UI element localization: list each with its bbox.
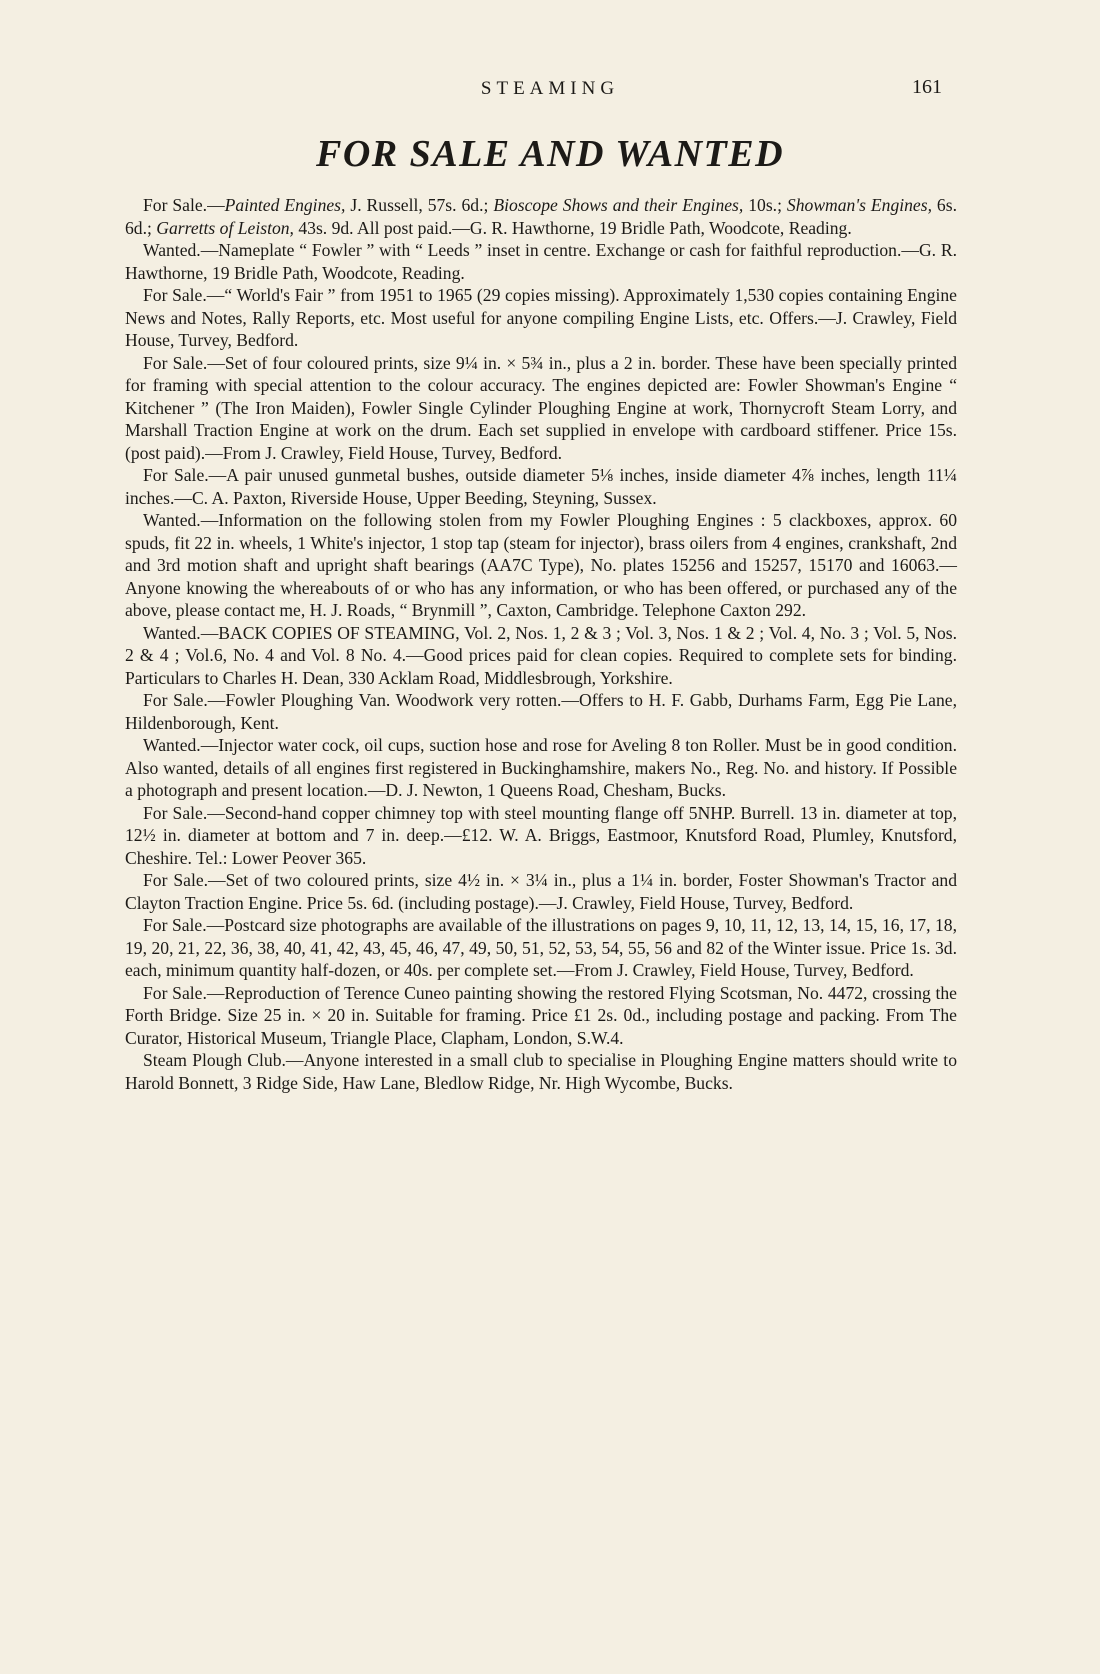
ad-text: Steam Plough Club.—Anyone interested in a small club to specialise in Ploughing Engine matters should write to Harold Bonnett, 3 Ridge Side, Haw Lane, Bledlow Ridge, Nr. High Wycombe, Bucks.	[125, 1050, 957, 1093]
ad-text: For Sale.—“ World's Fair ” from 1951 to 1965 (29 copies missing). Approximately 1,530 copies containing Engine News and Notes, Rally Reports, etc. Most useful for anyone compiling Engine Lists, etc. Offers.—J. Crawley, Field House, Turvey, Bedford.	[125, 285, 957, 350]
book-title: Showman's Engines,	[786, 195, 932, 215]
advertisement-paragraph	[125, 352, 957, 465]
section-title: FOR SALE AND WANTED	[315, 133, 785, 175]
advertisement-paragraph	[125, 914, 957, 982]
advertisement-paragraph	[125, 1049, 957, 1094]
advertisement-paragraph	[125, 982, 957, 1050]
advertisement-paragraph	[125, 284, 957, 352]
book-title: Painted Engines,	[224, 195, 346, 215]
advertisement-paragraph	[125, 622, 957, 690]
ad-text: For Sale.—Second-hand copper chimney top with steel mounting flange off 5NHP. Burrell. 13 in. diameter at top, 12½ in. diameter at bottom and 7 in. deep.—£12. W. A. Briggs, Eastmoor, Knutsford Road, Plumley, Knutsford, Cheshire. Tel.: Lower Peover 365.	[125, 802, 957, 868]
book-title: Bioscope Shows and their Engines,	[493, 195, 744, 215]
advertisement-paragraph	[125, 239, 957, 284]
ad-text: For Sale.—A pair unused gunmetal bushes, outside diameter 5⅛ inches, inside diameter 4⅞ inches, length 11¼ inches.—C. A. Paxton, Riverside House, Upper Beeding, Steyning, Sussex.	[125, 465, 957, 508]
advertisement-paragraph	[125, 464, 957, 509]
ad-text: 43s. 9d. All post paid.—G. R. Hawthorne, 19 Bridle Path, Woodcote, Reading.	[293, 217, 852, 238]
ad-text: Wanted.—Injector water cock, oil cups, suction hose and rose for Aveling 8 ton Roller. Must be in good condition. Also wanted, details of all engines first registered in Buckinghamshire, makers No., Reg. No. and history. If Possible a photograph and present location.—D. J. Newton, 1 Queens Road, Chesham, Bucks.	[125, 735, 957, 800]
ad-text: Wanted.—Information on the following stolen from my Fowler Ploughing Engines : 5 clackboxes, approx. 60 spuds, fit 22 in. wheels, 1 White's injector, 1 stop tap (steam for injector), brass oilers from 4 engines, crankshaft, 2nd and 3rd motion shaft and upright shaft bearings (AA7C Type), No. plates 15256 and 15257, 15170 and 16063.—Anyone knowing the whereabouts of or who has any information, or who has been offered, or purchased any of the above, please contact me, H. J. Roads, “ Brynmill ”, Caxton, Cambridge. Telephone Caxton 292.	[125, 510, 957, 620]
advertisements-body	[125, 194, 957, 1094]
page-number: 161	[912, 76, 942, 98]
advertisement-paragraph	[125, 802, 957, 870]
ad-text: J. Russell, 57s. 6d.;	[345, 195, 494, 215]
book-title: Garretts of Leiston,	[156, 217, 294, 238]
ad-text: For Sale.—Reproduction of Terence Cuneo painting showing the restored Flying Scotsman, No. 4472, crossing the Forth Bridge. Size 25 in. × 20 in. Suitable for framing. Price £1 2s. 0d., including postage and packing. From The Curator, Historical Museum, Triangle Place, Clapham, London, S.W.4.	[125, 982, 957, 1048]
advertisement-paragraph	[125, 869, 957, 914]
ad-text: For Sale.—	[143, 195, 225, 215]
advertisement-paragraph	[125, 734, 957, 802]
ad-text: Wanted.—Nameplate “ Fowler ” with “ Leeds ” inset in centre. Exchange or cash for faithful reproduction.—G. R. Hawthorne, 19 Bridle Path, Woodcote, Reading.	[125, 240, 957, 283]
ad-text: Wanted.—BACK COPIES OF STEAMING, Vol. 2, Nos. 1, 2 & 3 ; Vol. 3, Nos. 1 & 2 ; Vol. 4, No. 3 ; Vol. 5, Nos. 2 & 4 ; Vol.6, No. 4 and Vol. 8 No. 4.—Good prices paid for clean copies. Required to complete sets for binding. Particulars to Charles H. Dean, 330 Acklam Road, Middlesbrough, Yorkshire.	[125, 622, 957, 688]
ad-text: 10s.;	[743, 195, 787, 215]
advertisement-paragraph	[125, 509, 957, 622]
ad-text: For Sale.—Set of two coloured prints, size 4½ in. × 3¼ in., plus a 1¼ in. border, Foster Showman's Tractor and Clayton Traction Engine. Price 5s. 6d. (including postage).—J. Crawley, Field House, Turvey, Bedford.	[125, 870, 957, 913]
ad-text: For Sale.—Set of four coloured prints, size 9¼ in. × 5¾ in., plus a 2 in. border. These have been specially printed for framing with special attention to the colour accuracy. The engines depicted are: Fowler Showman's Engine “ Kitchener ” (The Iron Maiden), Fowler Single Cylinder Ploughing Engine at work, Thornycroft Steam Lorry, and Marshall Traction Engine at work on the drum. Each set supplied in envelope with cardboard stiffener. Price 15s. (post paid).—From J. Crawley, Field House, Turvey, Bedford.	[125, 352, 957, 463]
ad-text: For Sale.—Postcard size photographs are available of the illustrations on pages 9, 10, 11, 12, 13, 14, 15, 16, 17, 18, 19, 20, 21, 22, 36, 38, 40, 41, 42, 43, 45, 46, 47, 49, 50, 51, 52, 53, 54, 55, 56 and 82 of the Winter issue. Price 1s. 3d. each, minimum quantity half-dozen, or 40s. per complete set.—From J. Crawley, Field House, Turvey, Bedford.	[125, 915, 957, 980]
ad-text: 6s. 6d.;	[125, 195, 957, 238]
advertisement-paragraph	[125, 194, 957, 239]
running-head: STEAMING	[480, 78, 620, 99]
advertisement-paragraph	[125, 689, 957, 734]
ad-text: For Sale.—Fowler Ploughing Van. Woodwork very rotten.—Offers to H. F. Gabb, Durhams Farm, Egg Pie Lane, Hildenborough, Kent.	[125, 690, 957, 733]
